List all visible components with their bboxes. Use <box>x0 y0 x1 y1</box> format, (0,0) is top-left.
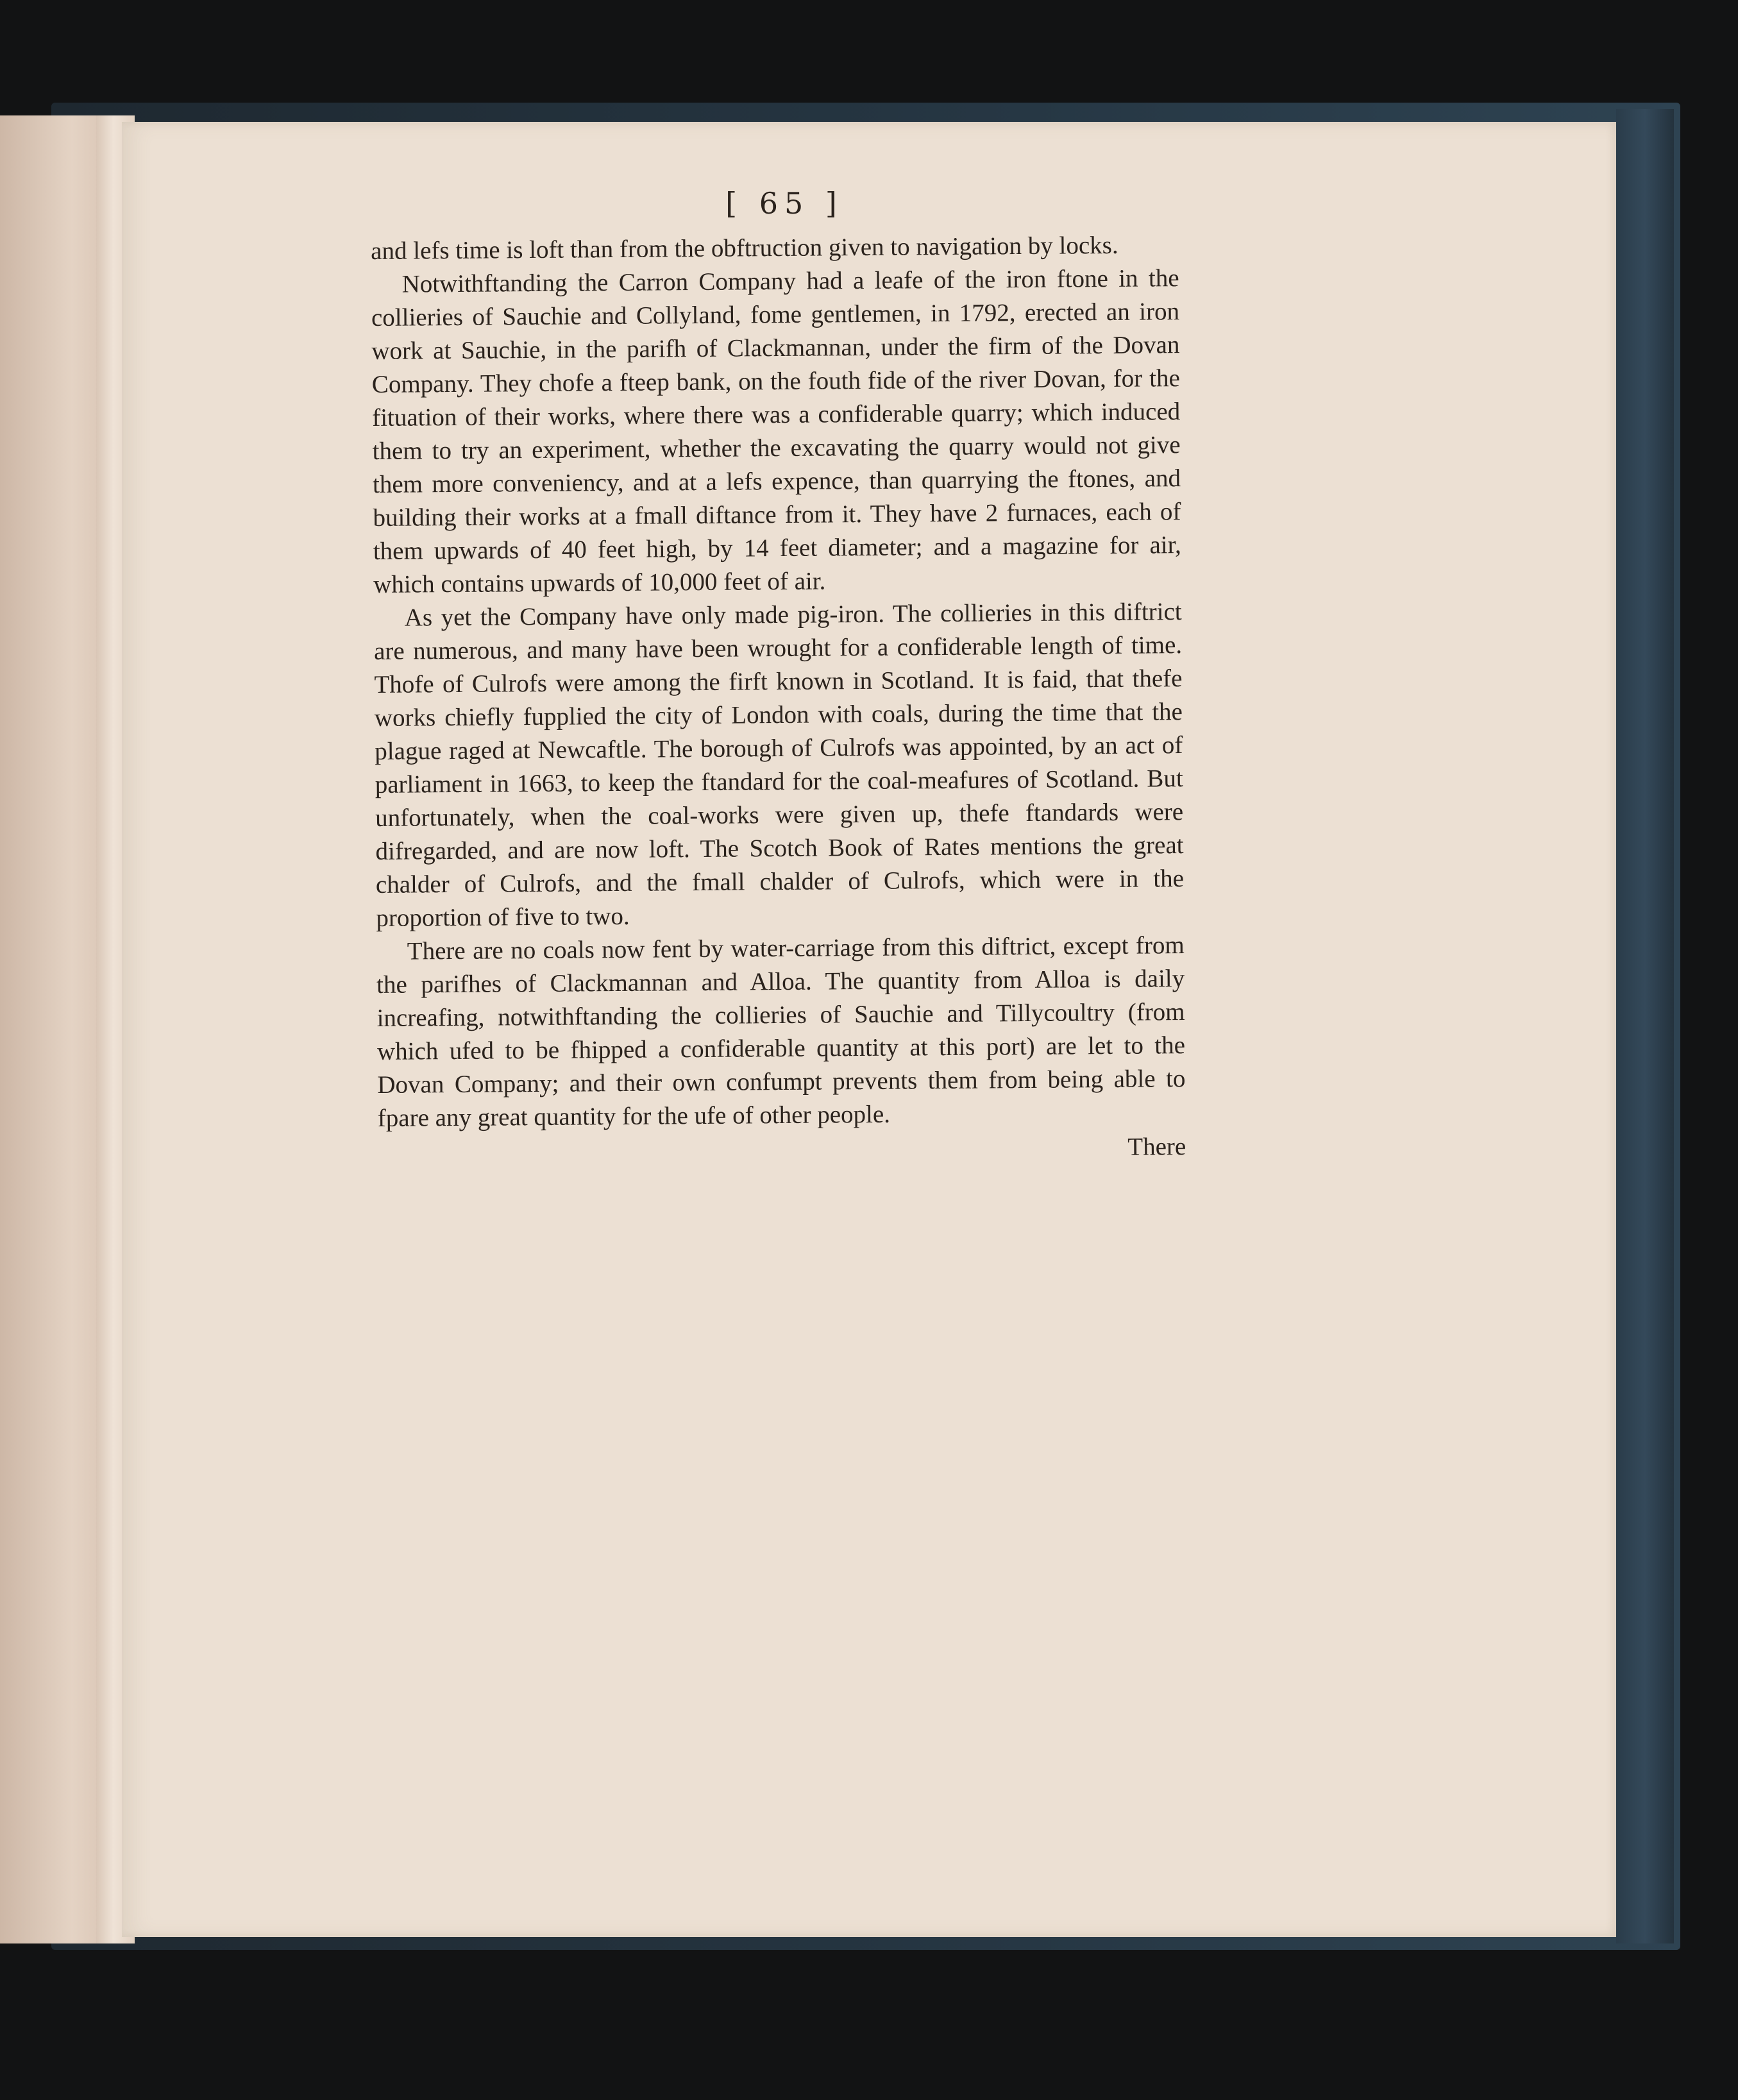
paragraph: There are no coals now fent by water-carriage from this diftrict, except from the parifhes of Clackmannan and Alloa. The quantity from Alloa is daily increafing, notwithftanding the collieries of Sauchie and Tillycoultry (from which ufed to be fhipped a confiderable quantity at this port) are let to the Dovan Company; and their own confumpt prevents them from being able to fpare any great quantity for the ufe of other people. <box>376 931 1186 1132</box>
book-page <box>122 122 1616 1937</box>
cover-edge <box>1616 109 1674 1943</box>
left-page <box>0 115 103 1943</box>
page-content <box>371 186 1186 1170</box>
paragraph: and lefs time is loft than from the obftruction given to navigation by locks. <box>371 231 1118 265</box>
paragraph: As yet the Company have only made pig-iron. The collieries in this diftrict are numerous, and many have been wrought for a confiderable length of time. Thofe of Culrofs were among the firft known in Scotland. It is faid, that thefe works chiefly fupplied the city of London with coals, during the time that the plague raged at Newcaftle. The borough of Culrofs was appointed, by an act of parliament in 1663, to keep the ftandard for the coal-meafures of Scotland. But unfortunately, when the coal-works were given up, thefe ftandards were difregarded, and are now loft. The Scotch Book of Rates mentions the great chalder of Culrofs, and the fmall chalder of Culrofs, which were in the proportion of five to two. <box>373 598 1185 932</box>
paragraph: Notwithftanding the Carron Company had a leafe of the iron ftone in the collieries of Sauchie and Collyland, fome gentlemen, in 1792, erected an iron work at Sauchie, in the parifh of Clackmannan, under the firm of the Dovan Company. They chofe a fteep bank, on the fouth fide of the river Dovan, for the fituation of their works, where there was a confiderable quarry; which induced them to try an experiment, whether the excavating the quarry would not give them more conveniency, and at a lefs expence, than quarrying the ftones, and building their works at a fmall diftance from it. They have 2 furnaces, each of them upwards of 40 feet high, by 14 feet diameter; and a magazine for air, which contains upwards of 10,000 feet of air. <box>371 264 1182 598</box>
page-number: [ 65 ] <box>725 186 843 221</box>
body-text <box>371 228 1186 1170</box>
catchword: There <box>1127 1133 1186 1161</box>
